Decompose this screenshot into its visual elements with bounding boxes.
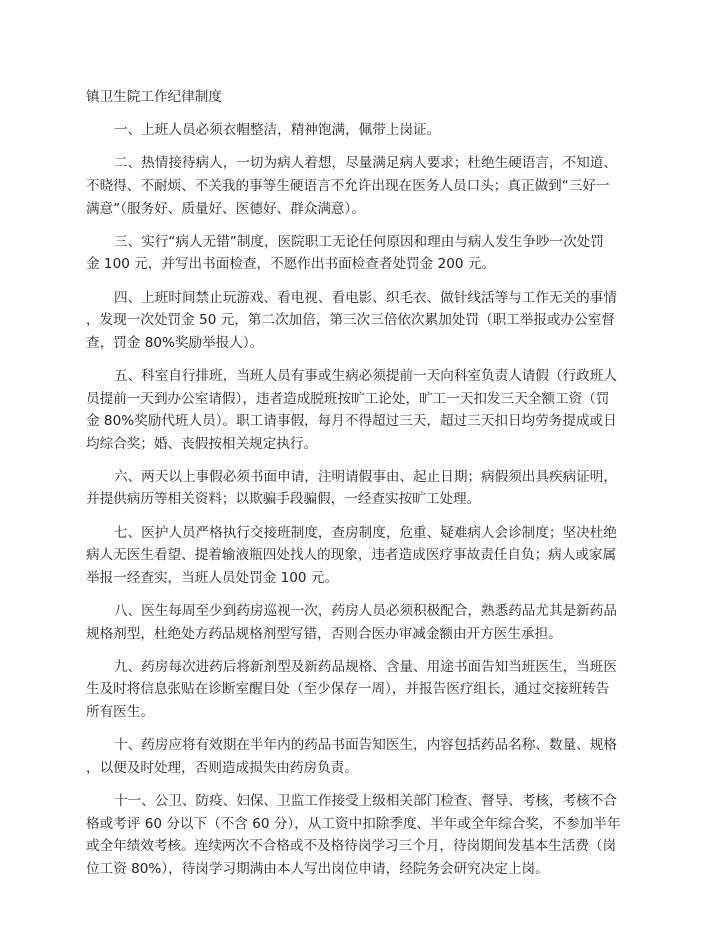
paragraph-line: 或全年绩效考核。连续两次不合格或不及格待岗学习三个月，待岗期间发基本生活费（岗 [86,838,617,855]
paragraph-4 [86,287,638,355]
paragraph-9 [86,656,638,724]
paragraph-10 [86,734,638,779]
paragraph-list [86,119,638,880]
paragraph-line: 不晓得、不耐烦、不关我的事等生硬语言不允许出现在医务人员口头；真正做到“三好一 [86,177,610,194]
paragraph-line: ，发现一次处罚金 50 元，第二次加倍，第三次三倍依次累加处罚（职工举报或办公室督 [86,312,615,329]
paragraph-line: 举报一经查实，当班人员处罚金 100 元。 [86,569,339,586]
paragraph-7 [86,522,638,590]
paragraph-line: 员提前一天到办公室请假），违者造成脱班按旷工论处，旷工一天扣发三天全额工资（罚 [86,390,610,407]
paragraph-line: 格或考评 60 分以下（不含 60 分），从工资中扣除季度、半年或全年综合奖，不参加半年 [86,815,621,832]
paragraph-line: 金 80%奖励代班人员）。职工请事假，每月不得超过三天，超过三天扣日均劳务提成或日 [86,413,617,430]
paragraph-1 [86,119,638,142]
paragraph-line: 十、药房应将有效期在半年内的药品书面告知医生，内容包括药品名称、数量、规格 [114,737,617,754]
paragraph-line: 满意”（服务好、质量好、医德好、群众满意）。 [86,200,365,217]
paragraph-2 [86,152,638,220]
paragraph-line: ，以便及时处理，否则造成损失由药房负责。 [86,759,358,776]
paragraph-line: 均综合奖；婚、丧假按相关规定执行。 [86,435,318,452]
paragraph-line: 并提供病历等相关资料；以欺骗手段骗假，一经查实按旷工处理。 [86,491,481,508]
paragraph-line: 位工资 80%），待岗学习期满由本人写出岗位申请，经院务会研究决定上岗。 [86,860,549,877]
paragraph-8 [86,600,638,645]
paragraph-line: 八、医生每周至少到药房巡视一次，药房人员必须积极配合，熟悉药品尤其是新药品 [114,603,617,620]
paragraph-3 [86,231,638,276]
document-body [86,86,638,891]
paragraph-6 [86,466,638,511]
paragraph-line: 一、上班人员必须衣帽整洁，精神饱满，佩带上岗证。 [114,122,441,139]
paragraph-line: 规格剂型，杜绝处方药品规格剂型写错，否则合医办审减金额由开方医生承担。 [86,625,562,642]
paragraph-line: 查，罚金 80%奖励举报人）。 [86,334,264,351]
paragraph-line: 病人无医生看望、提着输液瓶四处找人的现象，违者造成医疗事故责任自负；病人或家属 [86,547,617,564]
paragraph-line: 三、实行“病人无错”制度，医院职工无论任何原因和理由与病人发生争吵一次处罚 [114,233,604,250]
paragraph-line: 二、热情接待病人，一切为病人着想，尽量满足病人要求；杜绝生硬语言，不知道、 [114,155,617,172]
paragraph-line: 七、医护人员严格执行交接班制度，查房制度，危重、疑难病人会诊制度；坚决杜绝 [114,524,617,541]
paragraph-line: 四、上班时间禁止玩游戏、看电视、看电影、织毛衣、做针线活等与工作无关的事情 [114,289,617,306]
paragraph-line: 十一、公卫、防疫、妇保、卫监工作接受上级相关部门检查、督导、考核，考核不合 [114,792,617,809]
document-title: 镇卫生院工作纪律制度 [86,89,222,105]
paragraph-line: 五、科室自行排班，当班人员有事或生病必须提前一天向科室负责人请假（行政班人 [114,367,617,384]
paragraph-11 [86,790,638,880]
paragraph-line: 六、两天以上事假必须书面申请，注明请假事由、起止日期；病假须出具疾病证明， [114,468,617,485]
paragraph-line: 金 100 元，并写出书面检查，不愿作出书面检查者处罚金 200 元。 [86,256,496,273]
paragraph-5 [86,365,638,455]
paragraph-line: 生及时将信息张贴在诊断室醒目处（至少保存一周），并报告医疗组长，通过交接班转告 [86,681,610,698]
paragraph-line: 九、药房每次进药后将新剂型及新药品规格、含量、用途书面告知当班医生，当班医 [114,658,617,675]
paragraph-line: 所有医生。 [86,704,154,720]
